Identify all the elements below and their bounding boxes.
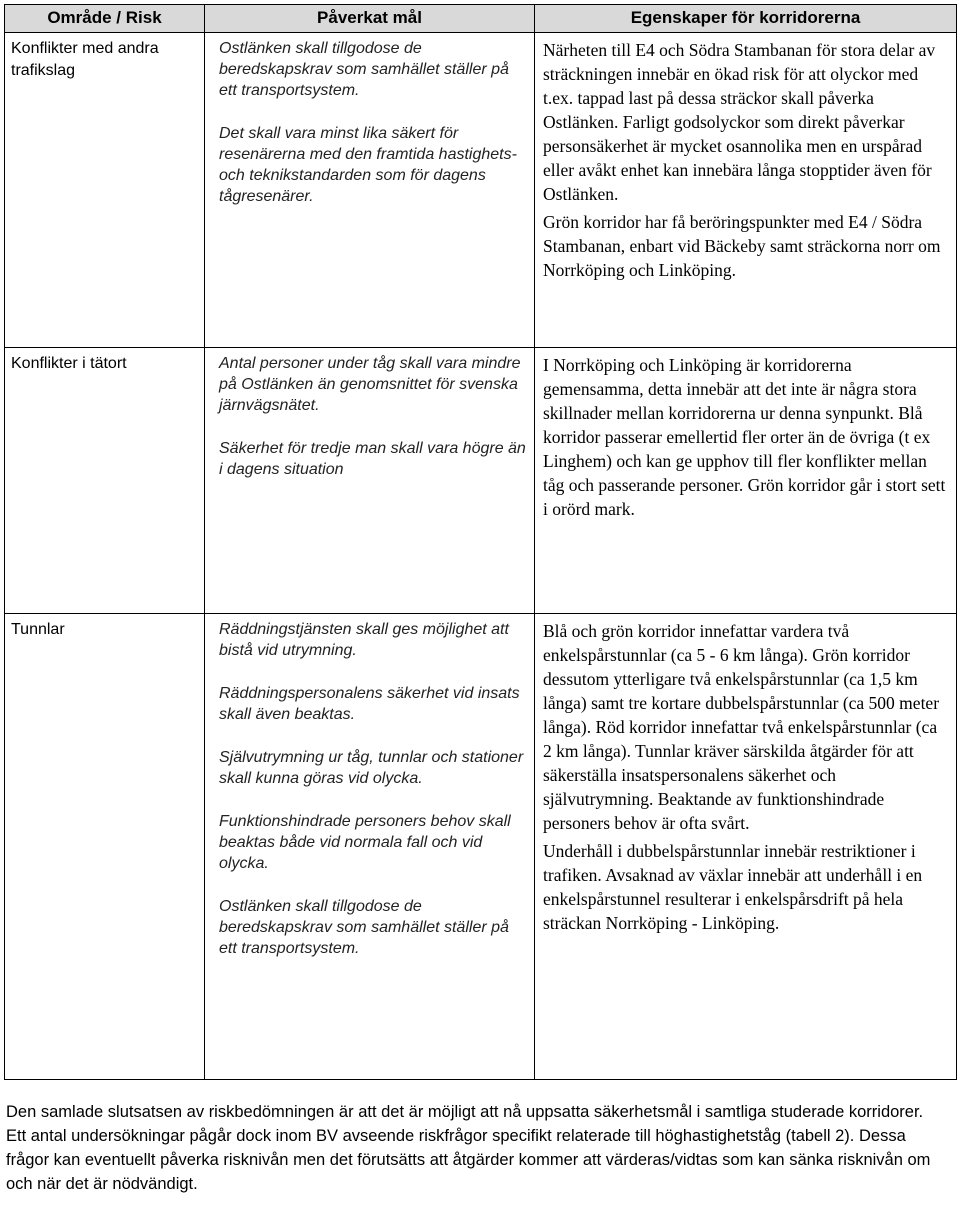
property-text: Närheten till E4 och Södra Stambanan för stora delar av sträckningen innebär en ökad risk för att olyckor med t.ex. tappad last på dessa sträckor skall påverka Ostlänken. Farligt godsolyckor som direkt påverkar personsäkerhet är mycket osannolika men en urspårad eller avåkt enhet kan innebära långa stopptider även för Ostlänken. xyxy=(543,40,936,204)
table-row xyxy=(5,614,957,1080)
goal-text: Ostlänken skall tillgodose de beredskapskrav som samhället ställer på ett transportsystem. xyxy=(219,898,509,957)
property-text: I Norrköping och Linköping är korridorerna gemensamma, detta innebär att det inte är några stora skillnader mellan korridorerna ur denna synpunkt. Blå korridor passerar emellertid fler orter än de övriga (t ex Linghem) och kan ge upphov till fler konflikter mellan tåg och passerande personer. Grön korridor går i stort sett i orörd mark. xyxy=(543,355,946,519)
header-properties: Egenskaper för korridorerna xyxy=(535,5,957,33)
row-goals xyxy=(205,614,535,1080)
row-goals xyxy=(205,348,535,614)
row-properties xyxy=(535,33,957,348)
risk-table xyxy=(4,4,957,1080)
row-area: Tunnlar xyxy=(5,614,205,1080)
header-goal: Påverkat mål xyxy=(205,5,535,33)
goal-text: Det skall vara minst lika säkert för resenärerna med den framtida hastighets- och teknikstandarden som för dagens tågresenärer. xyxy=(219,125,517,205)
property-text: Grön korridor har få beröringspunkter med E4 / Södra Stambanan, enbart vid Bäckeby samt sträckorna norr om Norrköping och Linköping. xyxy=(543,212,941,280)
table-header-row xyxy=(5,5,957,33)
header-area: Område / Risk xyxy=(5,5,205,33)
row-area: Konflikter med andra trafikslag xyxy=(5,33,205,348)
goal-text: Självutrymning ur tåg, tunnlar och stationer skall kunna göras vid olycka. xyxy=(219,749,524,787)
property-text: Underhåll i dubbelspårstunnlar innebär restriktioner i trafiken. Avsaknad av växlar innebär att underhåll i en enkelspårstunnel resulterar i enkelspårsdrift på hela sträckan Norrköping - Linköping. xyxy=(543,841,923,933)
goal-text: Funktionshindrade personers behov skall beaktas både vid normala fall och vid olycka. xyxy=(219,813,511,872)
goal-text: Säkerhet för tredje man skall vara högre än i dagens situation xyxy=(219,440,526,478)
conclusion-paragraph: Den samlade slutsatsen av riskbedömningen är att det är möjligt att nå uppsatta säkerhetsmål i samtliga studerade korridorer. Ett antal undersökningar pågår dock inom BV avseende riskfrågor specifikt relaterade till höghastighetståg (tabell 2). Dessa frågor kan eventuellt påverka risknivån men det förutsätts att åtgärder kommer att värderas/vidtas som kan sänka risknivån om och när det är nödvändigt. xyxy=(6,1103,931,1193)
row-area: Konflikter i tätort xyxy=(5,348,205,614)
table-row xyxy=(5,33,957,348)
goal-text: Räddningspersonalens säkerhet vid insats skall även beaktas. xyxy=(219,685,520,723)
row-goals xyxy=(205,33,535,348)
table-row xyxy=(5,348,957,614)
goal-text: Ostlänken skall tillgodose de beredskapskrav som samhället ställer på ett transportsystem. xyxy=(219,40,509,99)
goal-text: Räddningstjänsten skall ges möjlighet att bistå vid utrymning. xyxy=(219,621,509,659)
goal-text: Antal personer under tåg skall vara mindre på Ostlänken än genomsnittet för svenska järnvägsnätet. xyxy=(219,355,521,414)
property-text: Blå och grön korridor innefattar vardera två enkelspårstunnlar (ca 5 - 6 km långa). Grön korridor dessutom ytterligare två enkelspårstunnlar (ca 1,5 km långa) samt tre kortare dubbelspårstunnlar (ca 500 meter långa). Röd korridor innefattar två enkelspårstunnlar (ca 2 km långa). Tunnlar kräver särskilda åtgärder för att säkerställa insatspersonalens säkerhet och självutrymning. Beaktande av funktionshindrade personers behov är ofta svårt. xyxy=(543,621,940,833)
row-properties xyxy=(535,614,957,1080)
row-properties xyxy=(535,348,957,614)
